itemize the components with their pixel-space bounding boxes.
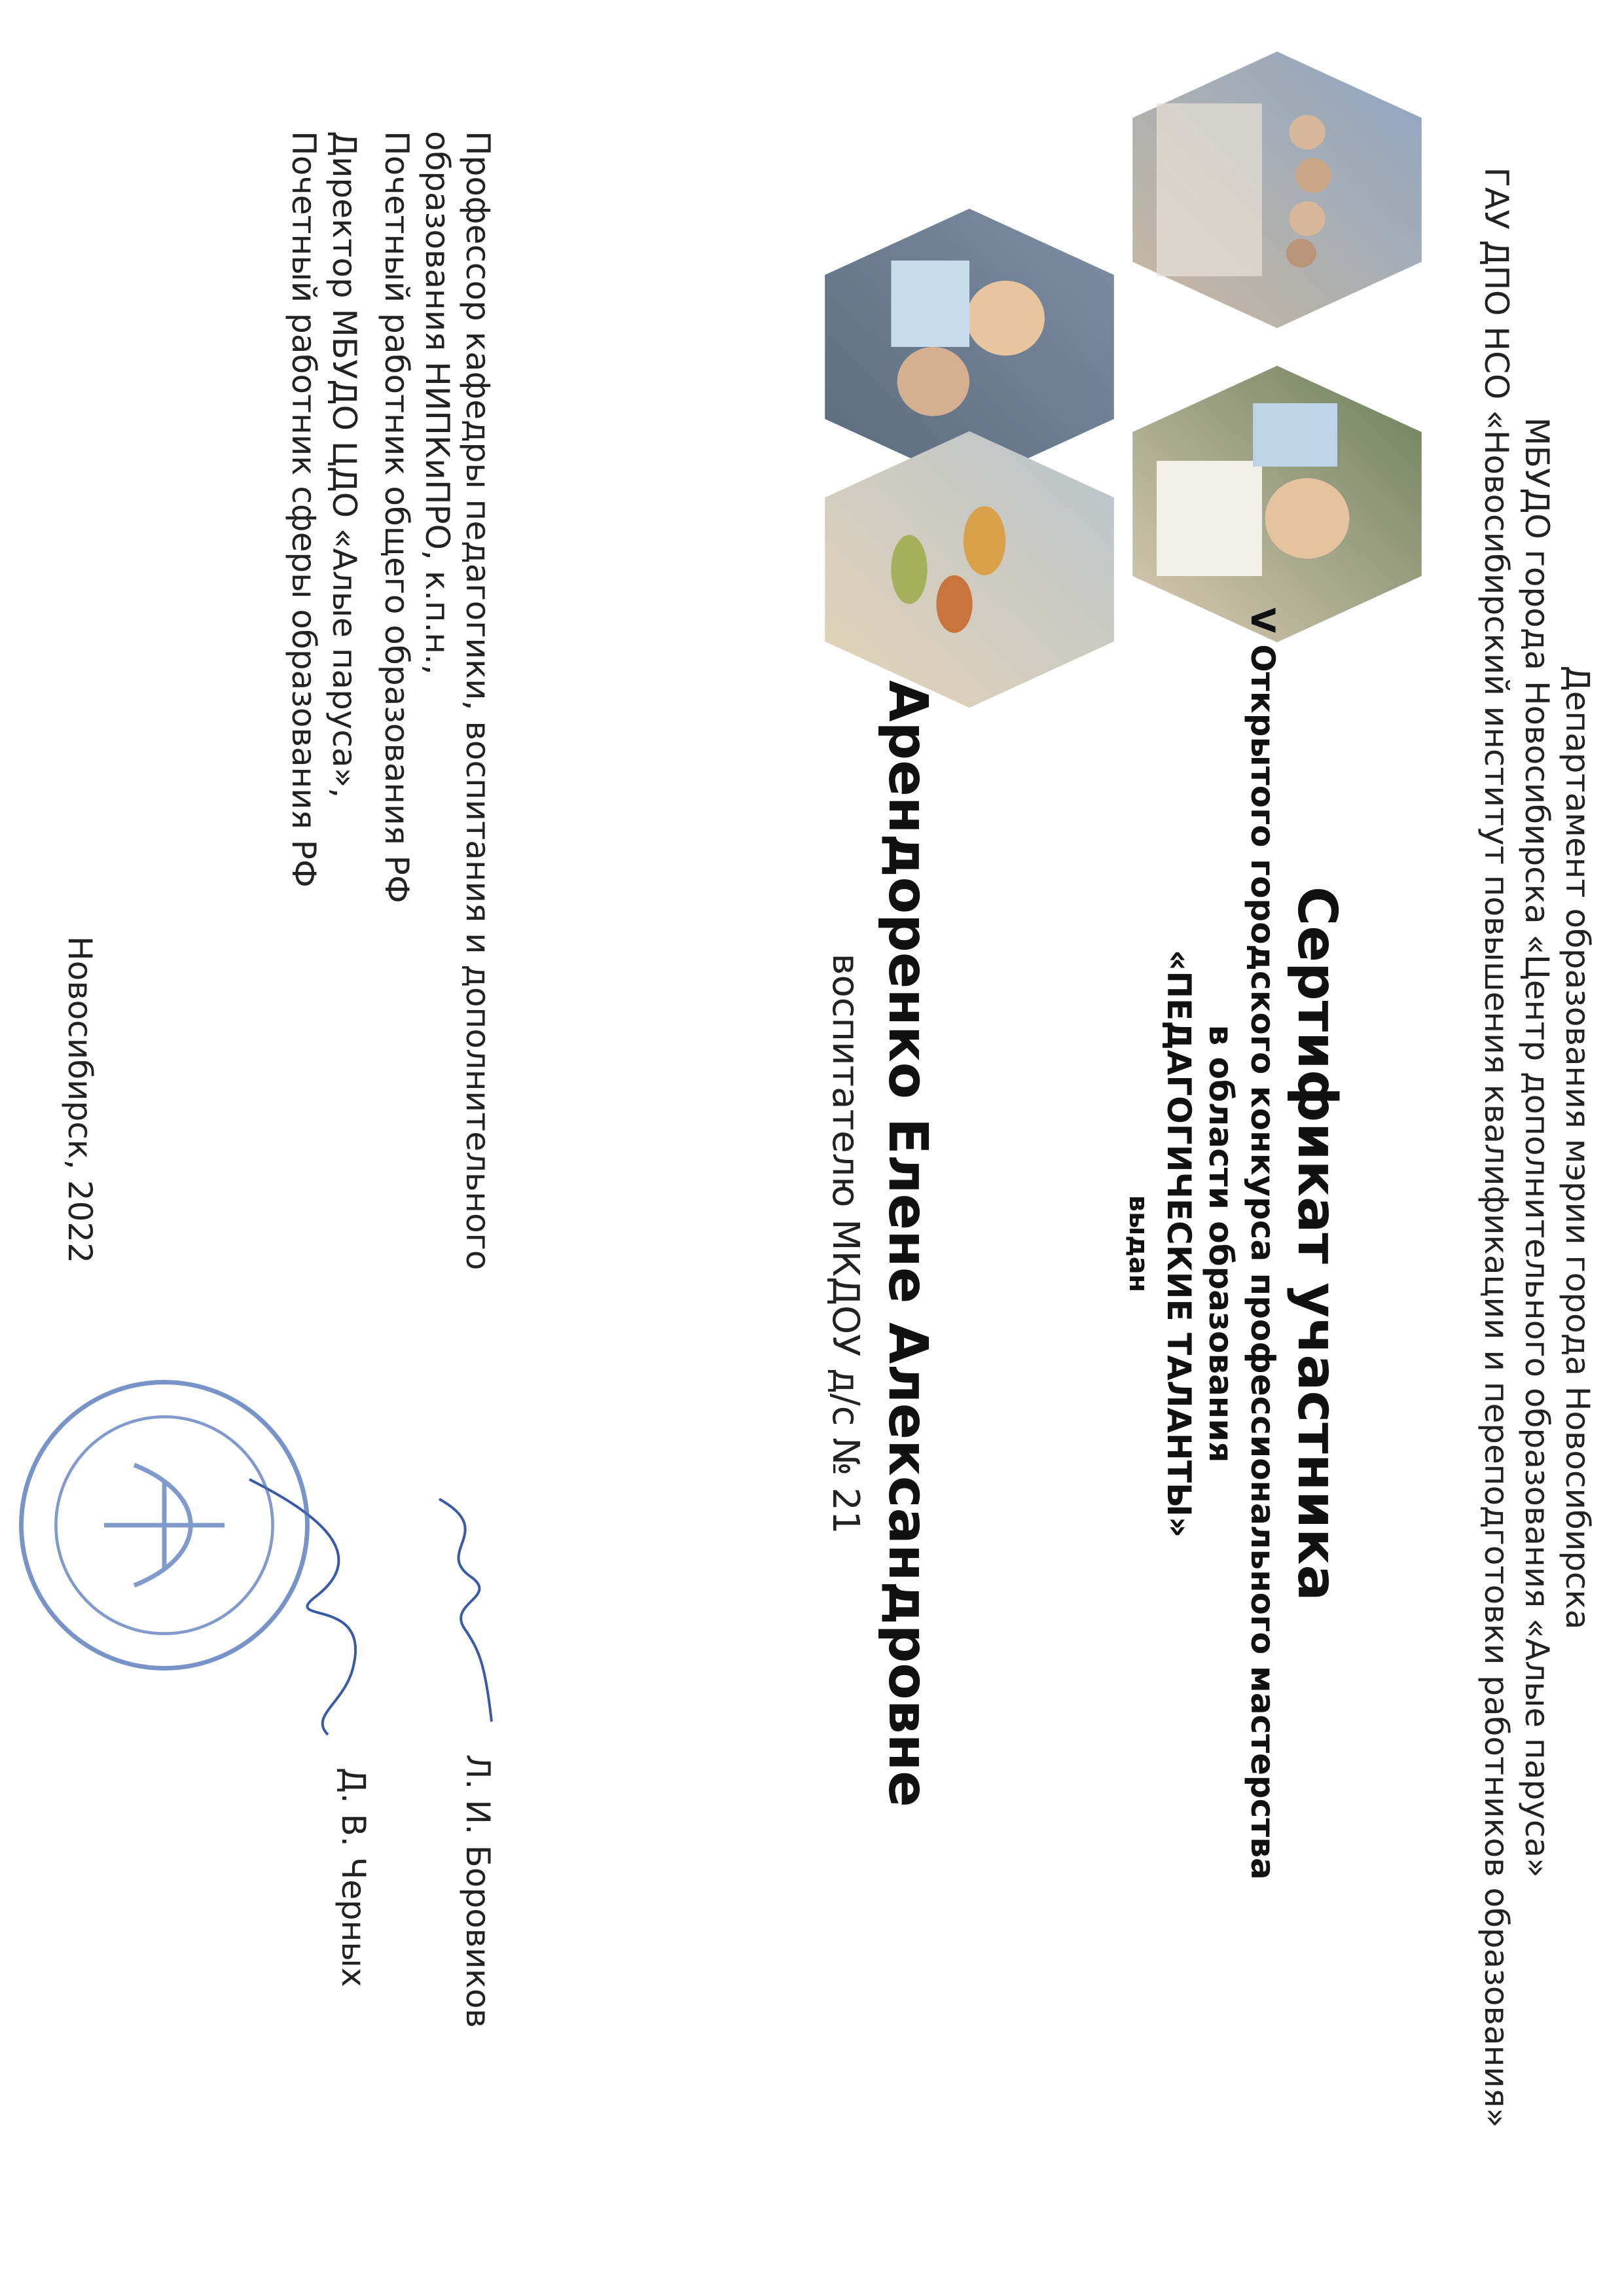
hex-photo-group	[1127, 46, 1428, 334]
signer-2-name: Д. В. Черных	[334, 1767, 372, 1987]
signer-2-title-line: Почетный работник сферы образования РФ	[285, 131, 323, 888]
signer-1-title-line: Профессор кафедры педагогики, воспитания и дополнительного	[459, 131, 497, 1271]
header-line-center: МБУДО города Новосибирска «Центр дополнительного образования «Алые паруса»	[1518, 417, 1556, 1878]
certificate-title: Сертификат участника	[1286, 886, 1348, 1601]
recipient-position: воспитателю МКДОУ д/с № 21	[824, 953, 867, 1534]
signer-2-title-line: Директор МБУДО ЦДО «Алые паруса»,	[325, 131, 363, 799]
signers-block	[272, 131, 498, 1440]
issued-label: выдан	[1123, 1195, 1153, 1293]
header	[1476, 0, 1598, 2295]
certificate-title-block	[1119, 524, 1349, 1964]
competition-field: в области образования	[1202, 1024, 1240, 1463]
recipient-block	[819, 524, 943, 1964]
signer-1-title	[376, 131, 498, 1440]
competition-name: V Открытого городского конкурса профессионального мастерства	[1244, 607, 1282, 1880]
recipient-name: Арендоренко Елене Александровне	[876, 680, 939, 1807]
signer-1-title-line: Почетный работник общего образования РФ	[378, 131, 416, 903]
city-year: Новосибирск, 2022	[61, 936, 99, 1264]
competition-title: «ПЕДАГОГИЧЕСКИЕ ТАЛАНТЫ»	[1160, 949, 1198, 1538]
signer-1-title-line: образования НИПКиПРО, к.п.н.,	[418, 131, 456, 675]
official-stamp	[14, 1375, 315, 1676]
header-line-institute: ГАУ ДПО НСО «Новосибирский институт повышения квалификации и переподготовки работников образования»	[1477, 167, 1515, 2128]
header-line-department: Департамент образования мэрии города Новосибирска	[1559, 665, 1597, 1630]
signer-1-name: Л. И. Боровиков	[459, 1754, 497, 2029]
signer-2-title	[283, 131, 365, 1440]
signature-1	[420, 1492, 511, 1728]
